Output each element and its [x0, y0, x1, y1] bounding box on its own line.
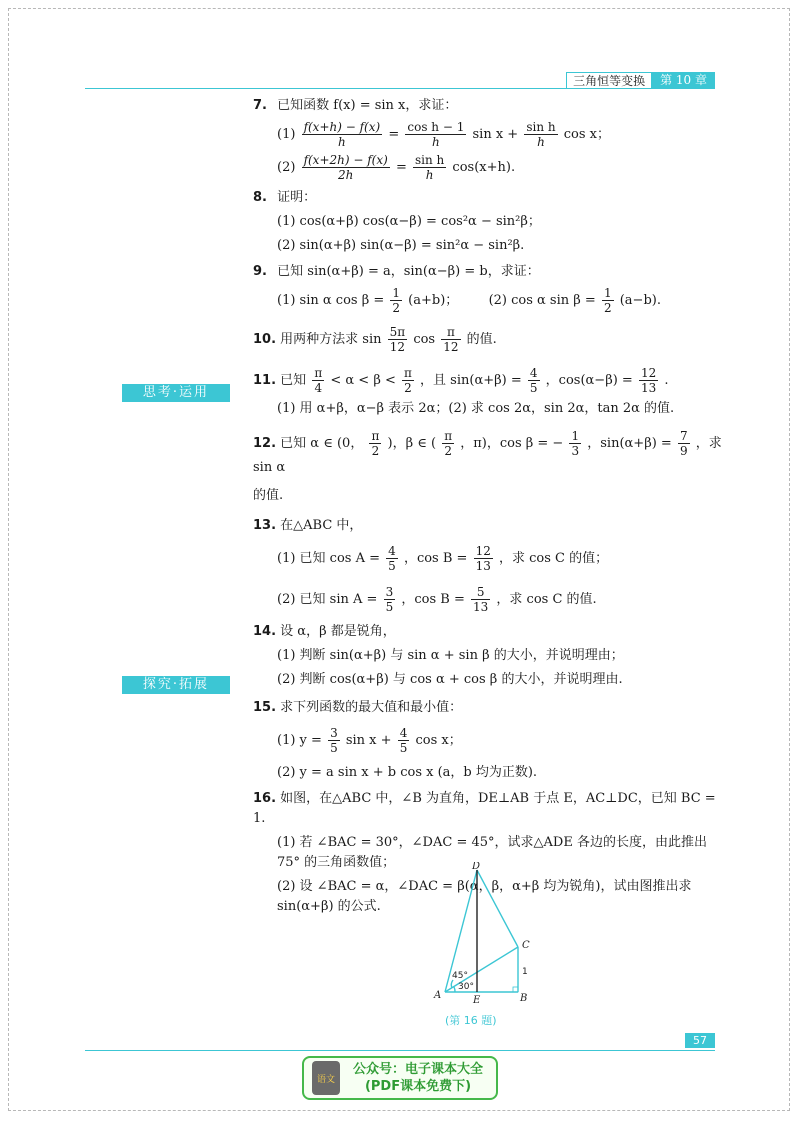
math-text: = — [395, 160, 407, 175]
problem-text: 已知 sin(α+β) = a，sin(α−β) = b，求证： — [277, 264, 540, 279]
math-text: ，求 sin α — [253, 436, 722, 475]
denominator: 2h — [338, 168, 354, 182]
numerator: π — [441, 325, 460, 340]
fraction — [441, 325, 460, 354]
math-text: ，cos B = — [403, 551, 468, 566]
numerator: 3 — [330, 726, 338, 740]
label-BC-length: 1 — [522, 967, 528, 977]
sub-label: (1) — [277, 127, 296, 142]
problem-number: 11. — [253, 373, 277, 388]
problem-number: 7. — [253, 98, 267, 113]
subproblem: (2) y = a sin x + b cos x (a，b 均为正数). — [277, 765, 538, 780]
subproblem: (1) 若 ∠BAC = 30°，∠DAC = 45°，试求△ADE 各边的长度，由此推出 75° 的三角函数值； — [277, 835, 707, 870]
fraction — [390, 286, 402, 315]
problem-number: 13. — [253, 518, 277, 533]
denominator: 12 — [389, 340, 406, 354]
numerator: 3 — [385, 585, 394, 599]
denominator: 5 — [385, 600, 394, 614]
fraction — [384, 585, 396, 614]
fraction — [569, 429, 581, 458]
denominator: 5 — [388, 559, 396, 573]
numerator: 1 — [392, 286, 401, 300]
problem-text: 已知函数 f(x) = sin x，求证： — [277, 98, 458, 113]
subproblem — [253, 585, 723, 614]
numerator: 12 — [475, 544, 491, 558]
math-text: (2) 已知 sin A = — [277, 592, 378, 607]
label-angle-30: 30° — [458, 982, 474, 992]
math-text: ，cos(α−β) = — [545, 373, 633, 388]
fraction — [328, 726, 340, 755]
fraction — [602, 286, 614, 315]
section-tag-think: 思考·运用 — [122, 384, 230, 402]
numerator: 4 — [529, 366, 538, 380]
math-text: (1) y = — [277, 733, 322, 748]
math-text: (1) sin α cos β = — [277, 293, 385, 308]
denominator: 12 — [443, 340, 459, 354]
math-text: = — [388, 127, 400, 142]
denominator: h — [537, 135, 545, 149]
numerator: 1 — [603, 286, 612, 300]
edge-DC — [477, 870, 518, 947]
problem-12 — [253, 429, 723, 506]
numerator: π — [444, 429, 453, 443]
subproblem: (2) 设 ∠BAC = α，∠DAC = β(α，β，α+β 均为锐角)，试由图推出求 sin(α+β) 的公式. — [277, 879, 692, 914]
chapter-title: 三角恒等变换 — [566, 72, 652, 88]
fraction — [302, 120, 383, 149]
numerator: f(x+2h) − f(x) — [303, 153, 388, 167]
problem-text: 已知 α ∈ (0， — [280, 436, 364, 451]
page-number: 57 — [685, 1033, 715, 1048]
numerator: 4 — [388, 544, 396, 558]
subproblem — [253, 286, 723, 315]
fraction — [639, 366, 658, 395]
denominator: 2 — [603, 301, 612, 315]
fraction — [524, 120, 557, 149]
subproblem — [253, 726, 723, 755]
fraction — [386, 544, 398, 573]
sub-label: (2) — [277, 160, 296, 175]
math-text: (2) cos α sin β = — [488, 293, 596, 308]
chapter-number: 第 10 章 — [652, 72, 715, 88]
problem-list — [253, 96, 723, 923]
problem-9 — [253, 262, 723, 315]
math-text: sin x + — [472, 127, 519, 142]
label-B: B — [520, 993, 528, 1004]
denominator: h — [425, 168, 434, 182]
problem-text: 已知 — [280, 373, 307, 388]
subproblem — [253, 153, 723, 182]
denominator: 5 — [399, 741, 408, 755]
problem-15 — [253, 698, 723, 783]
fraction — [388, 325, 408, 354]
math-text: (1) 已知 cos A = — [277, 551, 381, 566]
math-text: ，π)，cos β = − — [460, 436, 564, 451]
problem-14 — [253, 622, 723, 690]
fraction — [402, 366, 414, 395]
chapter-header — [566, 72, 715, 88]
math-text: cos(x+h). — [452, 160, 516, 175]
label-D: D — [472, 862, 481, 872]
problem-text: 证明： — [277, 190, 317, 205]
denominator: 5 — [529, 381, 538, 395]
numerator: f(x+h) − f(x) — [303, 120, 381, 134]
problem-text-cont: 的值. — [253, 488, 284, 503]
header-rule — [85, 88, 715, 89]
problem-text: 设 α，β 都是锐角， — [280, 624, 396, 639]
promo-line-1: 公众号：电子课本大全 — [352, 1062, 483, 1077]
denominator: 5 — [330, 741, 338, 755]
fraction — [474, 544, 493, 573]
subproblem: (2) 判断 cos(α+β) 与 cos α + cos β 的大小，并说明理由. — [277, 672, 623, 687]
fraction — [405, 120, 466, 149]
math-text: cos x； — [563, 127, 610, 142]
book-icon: 语文 — [312, 1061, 340, 1095]
numerator: 1 — [571, 429, 580, 443]
problem-number: 8. — [253, 190, 267, 205]
numerator: 12 — [640, 366, 657, 380]
promo-text — [340, 1061, 496, 1095]
numerator: 4 — [399, 726, 408, 740]
fraction — [413, 153, 446, 182]
problem-number: 12. — [253, 436, 277, 451]
denominator: 13 — [640, 381, 657, 395]
label-C: C — [522, 940, 530, 951]
math-text: )，β ∈ ( — [387, 436, 437, 451]
denominator: h — [431, 135, 440, 149]
denominator: 3 — [571, 444, 580, 458]
problem-10 — [253, 325, 723, 354]
promo-line-2: (PDF课本免费下) — [364, 1079, 472, 1094]
right-angle-B — [513, 987, 518, 992]
numerator: 7 — [679, 429, 688, 443]
subproblem — [253, 120, 723, 149]
fraction — [471, 585, 490, 614]
numerator: π — [314, 366, 323, 380]
denominator: 4 — [314, 381, 323, 395]
problem-number: 9. — [253, 264, 267, 279]
label-E: E — [473, 995, 481, 1006]
math-text: cos — [413, 332, 436, 347]
problem-number: 14. — [253, 624, 277, 639]
section-tag-explore: 探究·拓展 — [122, 676, 230, 694]
problem-7 — [253, 96, 723, 182]
math-text: ，cos B = — [401, 592, 465, 607]
fraction — [528, 366, 540, 395]
label-A: A — [434, 990, 442, 1001]
label-angle-45: 45° — [452, 971, 468, 981]
edge-AC — [445, 947, 518, 992]
denominator: 13 — [475, 559, 491, 573]
problem-text: 在△ABC 中， — [280, 518, 363, 533]
numerator: π — [371, 429, 380, 443]
problem-number: 16. — [253, 791, 277, 806]
problem-8 — [253, 188, 723, 256]
numerator: 5π — [389, 325, 406, 339]
denominator: 2 — [392, 301, 401, 315]
promo-banner[interactable] — [302, 1056, 498, 1100]
math-text: 的值. — [466, 332, 497, 347]
numerator: cos h − 1 — [407, 120, 465, 134]
problem-13 — [253, 516, 723, 614]
fraction — [369, 429, 381, 458]
numerator: sin h — [415, 153, 445, 167]
problem-number: 10. — [253, 332, 277, 347]
problem-text: 用两种方法求 sin — [280, 332, 382, 347]
numerator: π — [404, 366, 412, 380]
subproblem: (1) cos(α+β) cos(α−β) = cos²α − sin²β； — [277, 214, 541, 229]
denominator: 2 — [444, 444, 452, 458]
fraction — [312, 366, 324, 395]
footer-rule — [85, 1050, 715, 1051]
subproblem: (1) 判断 sin(α+β) 与 sin α + sin β 的大小，并说明理由； — [277, 648, 624, 663]
math-text: ，sin(α+β) = — [587, 436, 672, 451]
problem-11 — [253, 366, 723, 419]
fraction — [302, 153, 390, 182]
figure-caption: (第 16 题) — [445, 1014, 497, 1027]
math-text: . — [664, 373, 669, 388]
math-text: ，且 sin(α+β) = — [420, 373, 522, 388]
triangle-figure — [430, 862, 540, 1032]
denominator: 2 — [404, 381, 412, 395]
denominator: 13 — [473, 600, 489, 614]
math-text: ，求 cos C 的值. — [496, 592, 597, 607]
problem-number: 15. — [253, 700, 277, 715]
math-text: (a−b). — [619, 293, 661, 308]
denominator: 9 — [679, 444, 688, 458]
subproblem: (2) sin(α+β) sin(α−β) = sin²α − sin²β. — [277, 238, 525, 253]
angle-arc-30 — [454, 987, 455, 992]
math-text: < α < β < — [330, 373, 396, 388]
math-text: (a+b)； — [408, 293, 459, 308]
problem-text: 求下列函数的最大值和最小值： — [280, 700, 463, 715]
math-text: ，求 cos C 的值； — [499, 551, 609, 566]
subproblem: (1) 用 α+β，α−β 表示 2α；(2) 求 cos 2α，sin 2α，tan 2α 的值. — [277, 401, 675, 416]
fraction — [678, 429, 690, 458]
math-text: sin x + — [345, 733, 392, 748]
fraction — [442, 429, 454, 458]
denominator: 2 — [371, 444, 380, 458]
numerator: 5 — [471, 585, 490, 600]
problem-text: 如图，在△ABC 中，∠B 为直角，DE⊥AB 于点 E，AC⊥DC，已知 BC = 1. — [253, 791, 716, 826]
numerator: sin h — [526, 120, 556, 134]
subproblem — [253, 544, 723, 573]
math-text: cos x； — [415, 733, 462, 748]
denominator: h — [338, 135, 346, 149]
fraction — [398, 726, 410, 755]
